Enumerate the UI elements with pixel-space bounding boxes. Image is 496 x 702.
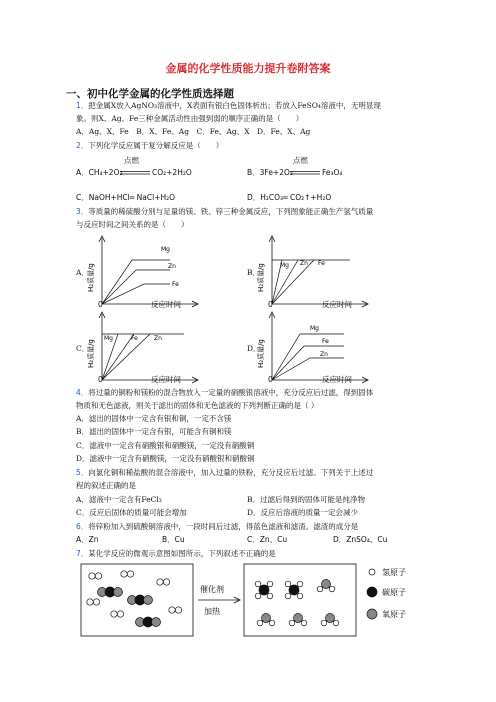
legend-oxygen: 氧原子 bbox=[382, 610, 406, 619]
q2-option-c: C．NaOH+HCl═ NaCl+H₂O bbox=[76, 193, 175, 202]
section-heading: 一、初中化学金属的化学性质选择题 bbox=[66, 88, 234, 100]
graph-d-fe-label: Fe bbox=[322, 338, 329, 345]
q4-line1: 4．将过量的铜粉和镁粉的混合物放入一定量的硝酸银溶液中，充分反应后过滤，得到固体 bbox=[76, 388, 374, 397]
q3-line1: 3．等质量的稀硫酸分别与足量的镁、铁、锌三种金属反应，下列图象能正确生产氢气质量 bbox=[76, 207, 374, 216]
graph-a-mg-label: Mg bbox=[161, 246, 170, 253]
graph-d-mg-line bbox=[272, 334, 344, 380]
graph-d-mg-label: Mg bbox=[310, 325, 319, 332]
q6-option-b: B．Cu bbox=[162, 535, 185, 544]
q2-a-condition: 点燃 bbox=[124, 156, 139, 165]
q2-a-equals-sign bbox=[120, 170, 150, 176]
hydrogen-legend-icon bbox=[369, 569, 375, 575]
graph-c-ylabel: H₂质量/g bbox=[87, 339, 95, 368]
q2-option-d: D．H₂CO₃═ CO₂↑+H₂O bbox=[247, 193, 332, 202]
graph-b-origin: 0 bbox=[268, 300, 273, 309]
q1-options: A．Ag、X、Fe B．X、Fe、Ag C．Fe、Ag、X D．Fe、X、Ag bbox=[76, 127, 311, 136]
graph-b-xlabel: 反应时间 bbox=[322, 300, 352, 309]
q2-a-products: CO₂+2H₂O bbox=[152, 168, 192, 177]
product-molecules bbox=[255, 580, 339, 626]
carbon-legend-icon bbox=[367, 587, 377, 597]
oxygen-legend-icon bbox=[367, 609, 377, 619]
q2-stem: 2．下列化学反应属于复分解反应是（ ） bbox=[76, 141, 224, 150]
q2-option-a: A．CH₄+2O₂ bbox=[76, 168, 123, 177]
q4-option-d: D．滤液中一定含有硝酸镁，一定没有硝酸银和硝酸铜 bbox=[76, 454, 255, 463]
q6-option-a: A．Zn bbox=[76, 535, 99, 544]
q3-label-a: A． bbox=[76, 268, 89, 277]
q5-option-d: D．反应后溶液的质量一定会减少 bbox=[247, 508, 359, 517]
graph-a-zn-label: Zn bbox=[168, 263, 176, 270]
q3-graph-a bbox=[84, 234, 204, 310]
graph-b-zn-label: Zn bbox=[300, 260, 308, 267]
graph-d-zn-label: Zn bbox=[320, 351, 328, 358]
q1-line2: 象。则X、Ag、Fe三种金属活动性由强到弱的顺序正确的是（ ） bbox=[76, 114, 304, 123]
graph-d-ylabel: H₂质量/g bbox=[257, 339, 265, 368]
q3-label-c: C． bbox=[76, 344, 90, 353]
graph-a-origin: 0 bbox=[98, 300, 103, 309]
legend-carbon: 碳原子 bbox=[382, 588, 406, 597]
q6-option-d: D．ZnSO₄、Cu bbox=[333, 535, 388, 544]
q2-b-products: Fe₃O₄ bbox=[322, 168, 343, 177]
q4-line2: 物质和无色滤液，则关于滤出的固体和无色滤液的下列判断正确的是（ ） bbox=[76, 401, 319, 410]
graph-d-xlabel: 反应时间 bbox=[322, 375, 352, 384]
graph-a-ylabel: H₂质量/g bbox=[87, 263, 95, 292]
graph-b-mg-label: Mg bbox=[280, 262, 289, 269]
q2-b-condition: 点燃 bbox=[293, 156, 308, 165]
graph-c-fe-label: Fe bbox=[131, 335, 138, 342]
graph-c-origin: 0 bbox=[98, 375, 103, 384]
q3-graph-b bbox=[254, 234, 374, 310]
graph-b-ylabel: H₂质量/g bbox=[257, 263, 265, 292]
q3-label-d: D． bbox=[247, 344, 261, 353]
q7-reaction-diagram bbox=[80, 562, 420, 642]
q1-line1: 1．把金属X放入AgNO₃溶液中，X表面有银白色固体析出；若放入FeSO₄溶液中，无明显现 bbox=[76, 101, 381, 110]
q5-line2: 程的叙述正确的是 bbox=[76, 481, 136, 490]
graph-a-fe-label: Fe bbox=[172, 281, 179, 288]
carbon-dioxide-molecules bbox=[98, 587, 161, 627]
graph-c-zn-label: Zn bbox=[154, 335, 162, 342]
heat-label: 加热 bbox=[204, 607, 220, 616]
q3-label-b: B． bbox=[247, 268, 261, 277]
q5-line1: 5．向氯化铜和稀盐酸的混合溶液中，加入过量的铁粉，充分反应后过滤。下列关于上述过 bbox=[76, 468, 374, 477]
q5-option-b: B．过滤后得到的固体可能是纯净物 bbox=[247, 495, 366, 504]
q3-line2: 与反应时间之间关系的是（ ） bbox=[76, 220, 189, 229]
graph-d-origin: 0 bbox=[268, 375, 273, 384]
catalyst-label: 催化剂 bbox=[200, 585, 224, 594]
legend-hydrogen: 氢原子 bbox=[382, 568, 406, 577]
q6-stem: 6．将锌粉加入到硫酸铜溶液中，一段时间后过滤，得蓝色滤液和滤渣。滤渣的成分是 bbox=[76, 522, 359, 531]
q2-b-equals-sign bbox=[290, 170, 320, 176]
q4-option-c: C．滤液中一定含有硝酸银和硝酸镁，一定没有硝酸铜 bbox=[76, 441, 255, 450]
q2-option-b: B．3Fe+2O₂ bbox=[247, 168, 293, 177]
graph-a-mg-line bbox=[102, 260, 170, 304]
graph-a-xlabel: 反应时间 bbox=[151, 300, 181, 309]
graph-c-xlabel: 反应时间 bbox=[151, 375, 181, 384]
q5-option-c: C．反应后固体的质量可能会增加 bbox=[76, 508, 187, 517]
graph-b-fe-label: Fe bbox=[318, 260, 325, 267]
q6-option-c: C．Zn、Cu bbox=[247, 535, 288, 544]
q5-option-a: A．滤液中一定含有FeCl₃ bbox=[76, 495, 162, 504]
q4-option-a: A．滤出的固体中一定含有银和铜，一定不含镁 bbox=[76, 414, 232, 423]
page-title: 金属的化学性质能力提升卷附答案 bbox=[165, 62, 331, 75]
q4-option-b: B．滤出的固体中一定含有银，可能含有铜和镁 bbox=[76, 427, 232, 436]
q7-stem: 7．某化学反应的微观示意图如图所示，下列叙述不正确的是 bbox=[76, 549, 276, 558]
graph-c-mg-label: Mg bbox=[104, 335, 113, 342]
